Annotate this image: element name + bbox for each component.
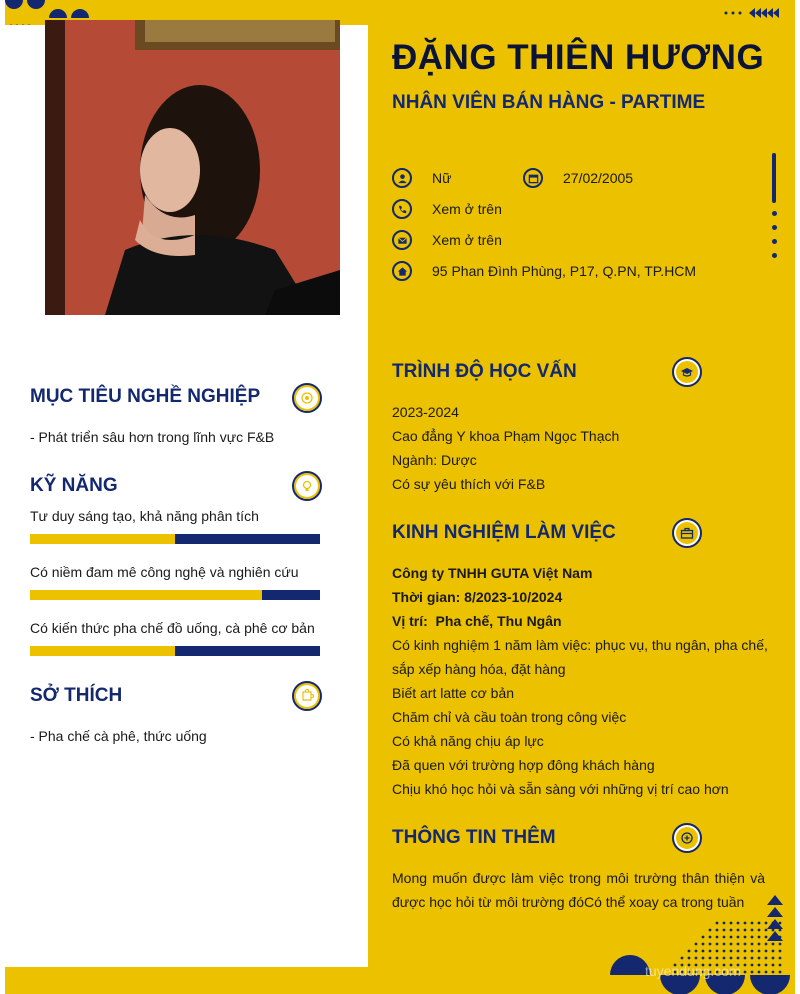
phone-value: Xem ở trên [432, 201, 502, 217]
decor-dot [716, 943, 719, 946]
contact-birthday [523, 168, 633, 188]
decor-dot [737, 943, 740, 946]
decor-dot [772, 950, 775, 953]
decor-dot [702, 957, 705, 960]
decor-dot [716, 936, 719, 939]
skill-label: Có kiến thức pha chế đồ uống, cà phê cơ bản [30, 620, 315, 636]
gender-value: Nữ [432, 170, 452, 186]
decor-dot [709, 936, 712, 939]
decor-dot [737, 929, 740, 932]
decor-top-right [723, 6, 783, 20]
decor-dot [765, 964, 768, 967]
puzzle-icon [292, 681, 322, 711]
decor-dot [758, 950, 761, 953]
decor-dot [716, 922, 719, 925]
email-value: Xem ở trên [432, 232, 502, 248]
hobbies-text: - Pha chế cà phê, thức uống [30, 728, 207, 744]
decor-dot [779, 971, 782, 974]
decor-dot [765, 936, 768, 939]
decor-dot [772, 943, 775, 946]
decor-dot [716, 929, 719, 932]
experience-line: Chăm chỉ và cầu toàn trong công việc [392, 709, 627, 725]
cv-page [5, 0, 795, 994]
decor-dot [779, 929, 782, 932]
decor-dot [758, 957, 761, 960]
decor-dot [765, 950, 768, 953]
candidate-name: ĐẶNG THIÊN HƯƠNG [392, 38, 765, 77]
decor-dot [730, 929, 733, 932]
decor-dot [730, 922, 733, 925]
decor-vertical-line [772, 153, 776, 203]
decor-dot [751, 964, 754, 967]
decor-dot [751, 943, 754, 946]
experience-line: Đã quen với trường hợp đông khách hàng [392, 757, 655, 773]
home-icon [392, 261, 412, 281]
user-icon [392, 168, 412, 188]
decor-dot [709, 929, 712, 932]
profile-photo [45, 20, 340, 315]
decor-dot [695, 950, 698, 953]
skill-bar-fill [30, 534, 175, 544]
decor-dot [758, 943, 761, 946]
education-line: Ngành: Dược [392, 452, 477, 468]
education-line: Cao đẳng Y khoa Phạm Ngọc Thạch [392, 428, 620, 444]
decor-bottom-right [605, 895, 795, 994]
decor-dot [772, 971, 775, 974]
lightbulb-icon [292, 471, 322, 501]
decor-dot [744, 936, 747, 939]
education-line: Có sự yêu thích với F&B [392, 476, 546, 492]
experience-position: Vị trí: Pha chế, Thu Ngân [392, 613, 562, 629]
experience-line: Có kinh nghiệm 1 năm làm việc: phục vụ, thu ngân, pha chế, sắp xếp hàng hóa, đặt hàng [392, 637, 768, 677]
decor-dot [744, 922, 747, 925]
objective-title: MỤC TIÊU NGHỀ NGHIỆP [30, 386, 261, 407]
phone-icon [392, 199, 412, 219]
decor-dot [730, 957, 733, 960]
decor-dot [744, 950, 747, 953]
contact-address [392, 261, 696, 281]
experience-company: Công ty TNHH GUTA Việt Nam [392, 565, 593, 581]
decor-dot [716, 957, 719, 960]
decor-dot [723, 922, 726, 925]
decor-dot [772, 225, 777, 230]
decor-dot [723, 936, 726, 939]
skill-label: Có niềm đam mê công nghệ và nghiên cứu [30, 564, 299, 580]
decor-dot [772, 922, 775, 925]
decor-dot [765, 929, 768, 932]
decor-dot [779, 964, 782, 967]
decor-dot [709, 957, 712, 960]
decor-dot [737, 950, 740, 953]
decor-dot [695, 957, 698, 960]
decor-dot [758, 929, 761, 932]
decor-dot [779, 936, 782, 939]
calendar-icon [523, 168, 543, 188]
watermark: tuyendung.com [645, 963, 741, 979]
decor-dot [730, 936, 733, 939]
decor-dot [744, 957, 747, 960]
decor-dot [688, 957, 691, 960]
experience-period: Thời gian: 8/2023-10/2024 [392, 589, 563, 605]
plus-circle-icon [672, 823, 702, 853]
decor-dot [716, 950, 719, 953]
decor-dot [723, 929, 726, 932]
decor-dot [751, 971, 754, 974]
decor-dot [772, 936, 775, 939]
decor-dot [702, 943, 705, 946]
decor-dot [758, 971, 761, 974]
decor-dot [765, 943, 768, 946]
decor-dot [772, 239, 777, 244]
contact-email [392, 230, 502, 250]
decor-dot [751, 950, 754, 953]
decor-dot [744, 964, 747, 967]
skills-title: KỸ NĂNG [30, 475, 118, 496]
decor-dot [751, 957, 754, 960]
experience-title: KINH NGHIỆM LÀM VIỆC [392, 522, 616, 543]
decor-dot [695, 943, 698, 946]
birthday-value: 27/02/2005 [563, 170, 634, 186]
decor-dot [772, 964, 775, 967]
skill-bar [30, 590, 320, 600]
hobbies-title: SỞ THÍCH [30, 685, 123, 706]
contact-gender [392, 168, 451, 188]
education-line: 2023-2024 [392, 404, 459, 420]
skill-bar [30, 534, 320, 544]
decor-dot [730, 950, 733, 953]
decor-dot [730, 943, 733, 946]
address-value: 95 Phan Đình Phùng, P17, Q.PN, TP.HCM [432, 263, 697, 279]
decor-dot [737, 957, 740, 960]
experience-line: Biết art latte cơ bản [392, 685, 515, 701]
decor-dot [702, 950, 705, 953]
decor-dot [765, 922, 768, 925]
decor-dot [723, 957, 726, 960]
decor-dot [723, 950, 726, 953]
skill-bar-fill [30, 646, 175, 656]
education-title: TRÌNH ĐỘ HỌC VẤN [392, 361, 577, 382]
decor-dot [744, 943, 747, 946]
decor-dot [681, 957, 684, 960]
skill-label: Tư duy sáng tạo, khả năng phân tích [30, 508, 259, 524]
decor-dot [758, 936, 761, 939]
decor-dot [779, 943, 782, 946]
decor-dot [737, 936, 740, 939]
experience-line: Có khả năng chịu áp lực [392, 733, 544, 749]
decor-dot [751, 922, 754, 925]
experience-line: Chịu khó học hỏi và sẵn sàng với những vị trí cao hơn [392, 781, 729, 797]
decor-dot [772, 253, 777, 258]
decor-dot [702, 936, 705, 939]
decor-dot [751, 936, 754, 939]
decor-dot [779, 957, 782, 960]
contact-phone [392, 199, 502, 219]
decor-dot [744, 929, 747, 932]
graduation-cap-icon [672, 357, 702, 387]
decor-dot [751, 929, 754, 932]
decor-dot [688, 950, 691, 953]
decor-dot [709, 950, 712, 953]
briefcase-icon [672, 518, 702, 548]
decor-dot [779, 922, 782, 925]
skill-bar-fill [30, 590, 262, 600]
mail-icon [392, 230, 412, 250]
decor-dot [772, 929, 775, 932]
decor-dot [737, 922, 740, 925]
target-icon [292, 383, 322, 413]
decor-dot [758, 964, 761, 967]
decor-dot [779, 950, 782, 953]
decor-dot [765, 957, 768, 960]
decor-dot [744, 971, 747, 974]
additional-text: Mong muốn được làm việc trong môi trường thân thiện và được học hỏi từ môi trường đóCó thể xoay ca trong tuần [392, 870, 765, 910]
decor-dot [772, 211, 777, 216]
objective-text: - Phát triển sâu hơn trong lĩnh vực F&B [30, 429, 275, 445]
job-title: NHÂN VIÊN BÁN HÀNG - PARTIME [392, 92, 706, 113]
decor-dot [709, 943, 712, 946]
skill-bar [30, 646, 320, 656]
decor-dot [772, 957, 775, 960]
decor-dot [723, 943, 726, 946]
decor-dot [765, 971, 768, 974]
additional-title: THÔNG TIN THÊM [392, 827, 556, 848]
decor-dot [758, 922, 761, 925]
